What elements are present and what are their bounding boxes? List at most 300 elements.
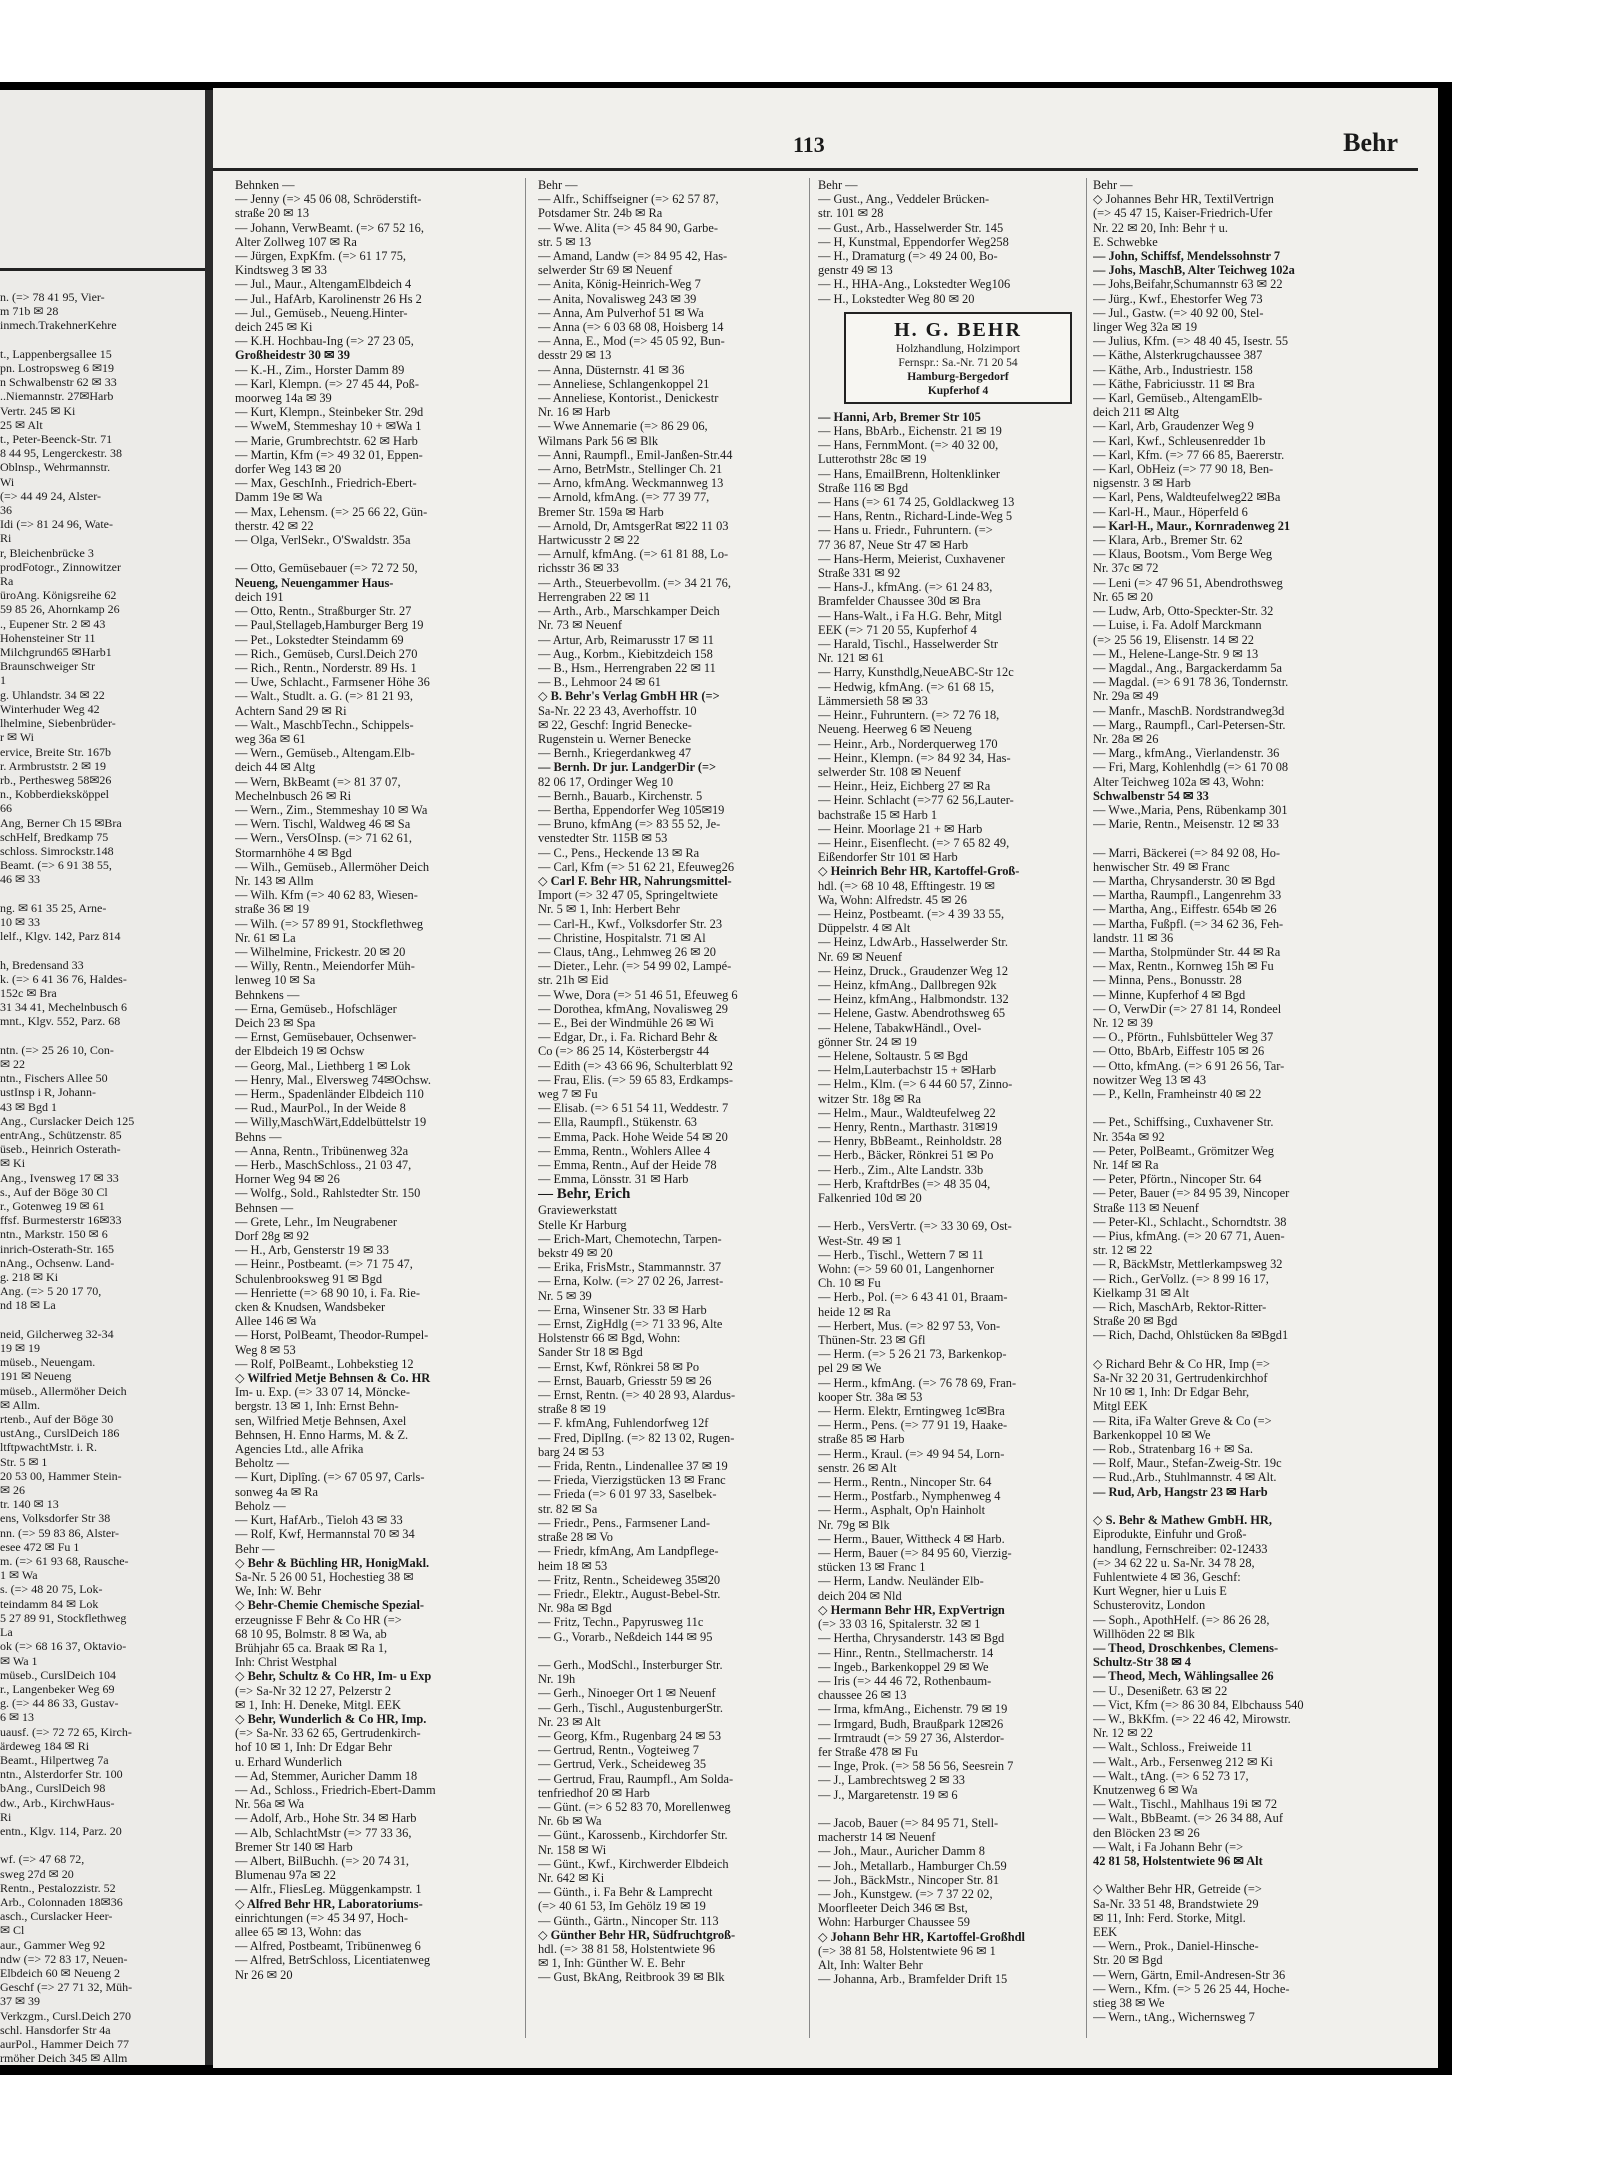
directory-entry-line: — Heinz, kfmAng., Halbmondstr. 132 <box>818 992 1009 1007</box>
directory-entry-line: — Wilh. (=> 57 89 91, Stockflethweg <box>235 916 424 931</box>
directory-entry-line: — Rud., MaurPol., In der Weide 8 <box>235 1101 406 1116</box>
directory-entry-line: Stelle Kr Harburg <box>538 1217 627 1232</box>
directory-entry-line: — Max, Rentn., Kornweg 15h ✉ Fu <box>1093 959 1274 974</box>
directory-entry-line: — Wern., Gemüseb., Altengam.Elb- <box>235 746 415 761</box>
left-page-line: ntn. (=> 25 26 10, Con- <box>0 1042 114 1057</box>
left-page-line: ✉ Cl <box>0 1923 25 1938</box>
left-page-line: inrich-Osterath-Str. 165 <box>0 1241 114 1256</box>
directory-entry-line: bekstr 49 ✉ 20 <box>538 1246 613 1261</box>
directory-entry-line: — C., Pens., Heckende 13 ✉ Ra <box>538 845 700 860</box>
directory-entry-line: str. 101 ✉ 28 <box>818 206 884 221</box>
directory-entry-line: — Luise, i. Fa. Adolf Marckmann <box>1093 618 1262 633</box>
directory-entry-line: West-Str. 49 ✉ 1 <box>818 1233 902 1248</box>
left-page-line: Verkzgm., Cursl.Deich 270 <box>0 2008 131 2023</box>
left-page-line: 6 ✉ 13 <box>0 1710 35 1725</box>
directory-entry-line: Nr. 354a ✉ 92 <box>1093 1129 1165 1144</box>
directory-entry-line: Nr. 6b ✉ Wa <box>538 1814 602 1829</box>
directory-entry-line: — Max, Lehensm. (=> 25 66 22, Gün- <box>235 504 428 519</box>
directory-entry-line: — Martha, Ang., Eiffestr. 654b ✉ 26 <box>1093 902 1277 917</box>
directory-entry-line: — Peter, Pförtn., Nincoper Str. 64 <box>1093 1172 1262 1187</box>
directory-entry-line: — Alfr., FliesLeg. Müggenkampstr. 1 <box>235 1882 422 1897</box>
directory-entry-line: — Otto, kfmAng. (=> 6 91 26 56, Tar- <box>1093 1058 1285 1073</box>
directory-entry-line: Nr. 16 ✉ Harb <box>538 405 611 420</box>
directory-entry-line: — Otto, BbArb, Eiffestr 105 ✉ 26 <box>1093 1044 1265 1059</box>
directory-entry-line: — Ernst, Rentn. (=> 40 28 93, Alardus- <box>538 1388 736 1403</box>
directory-entry-line: — J., Lambrechtsweg 2 ✉ 33 <box>818 1773 965 1788</box>
directory-entry-line: — H, Kunstmal, Eppendorfer Weg258 <box>818 234 1009 249</box>
directory-entry-line: — Anni, Raumpfl., Emil-Janßen-Str.44 <box>538 447 733 462</box>
directory-entry-line: stücken 13 ✉ Franc 1 <box>818 1560 926 1575</box>
directory-entry-line: — Johanna, Arb., Bramfelder Drift 15 <box>818 1972 1008 1987</box>
directory-entry-line: — Heinz, LdwArb., Hasselwerder Str. <box>818 935 1008 950</box>
directory-entry-line: — B., Lehmoor 24 ✉ 61 <box>538 675 661 690</box>
directory-entry-line: cken & Knudsen, Wandsbeker <box>235 1300 386 1315</box>
directory-entry-line: — Gertrud, Verk., Scheideweg 35 <box>538 1757 707 1772</box>
directory-entry-line: — Wilh., Gemüseb., Allermöher Deich <box>235 859 430 874</box>
directory-entry-line: — Herb., Zim., Alte Landstr. 33b <box>818 1162 984 1177</box>
directory-entry-line: deich 211 ✉ Altg <box>1093 405 1179 420</box>
left-page-line: ✉ Allm. <box>0 1397 41 1412</box>
directory-entry-line: Inh: Christ Westphal <box>235 1655 338 1670</box>
directory-entry-line: — Marie, Grumbrechtstr. 62 ✉ Harb <box>235 433 418 448</box>
directory-entry-line: — Jürgen, ExpKfm. (=> 61 17 75, <box>235 249 407 264</box>
directory-entry-line: — Herm., Asphalt, Op'n Hainholt <box>818 1503 986 1518</box>
directory-entry-line: — Henry, BbBeamt., Reinholdstr. 28 <box>818 1134 1002 1149</box>
directory-entry-line: Hartwicusstr 2 ✉ 22 <box>538 533 640 548</box>
directory-entry-line: Nr. 29a ✉ 49 <box>1093 689 1159 704</box>
directory-entry-line: Nr 10 ✉ 1, Inh: Dr Edgar Behr, <box>1093 1385 1250 1400</box>
directory-entry-line: Großheidestr 30 ✉ 39 <box>235 348 350 363</box>
directory-entry-line: — Gertrud, Rentn., Vogteiweg 7 <box>538 1743 699 1758</box>
directory-entry-line: Damm 19e ✉ Wa <box>235 490 323 505</box>
left-page-line: ✉ 22 <box>0 1056 26 1071</box>
directory-entry-line: — Jul., HafArb, Karolinenstr 26 Hs 2 <box>235 291 422 306</box>
directory-entry-line: — Frieda, Vierzigstücken 13 ✉ Franc <box>538 1473 726 1488</box>
directory-entry-line: — Arth., Steuerbevollm. (=> 34 21 76, <box>538 575 731 590</box>
left-page-line: ens, Volksdorfer Str 38 <box>0 1511 111 1526</box>
directory-entry-line: — Harry, Kunsthdlg,NeueABC-Str 12c <box>818 665 1014 680</box>
left-page-line: inmech.TrakehnerKehre <box>0 318 117 333</box>
directory-entry-line: — U., Desenißetr. 63 ✉ 22 <box>1093 1683 1228 1698</box>
left-page-line: n. (=> 78 41 95, Vier- <box>0 290 105 304</box>
directory-entry-line: — Gerh., ModSchl., Insterburger Str. <box>538 1657 723 1672</box>
directory-entry-line: Graviewerkstatt <box>538 1203 618 1218</box>
directory-entry-line: Nr. 61 ✉ La <box>235 930 296 945</box>
directory-entry-line: — Helm., Klm. (=> 6 44 60 57, Zinno- <box>818 1077 1013 1092</box>
directory-entry-line: — Anna, Düsternstr. 41 ✉ 36 <box>538 362 685 377</box>
directory-entry-line: — Käthe, Alsterkrugchaussee 387 <box>1093 348 1263 363</box>
directory-entry-line: — Georg, Kfm., Rugenbarg 24 ✉ 53 <box>538 1728 722 1743</box>
directory-entry-line: — Carl, Kfm (=> 51 62 21, Efeuweg26 <box>538 859 735 874</box>
directory-entry-line: — Herm. Elektr, Erntingweg 1c✉Bra <box>818 1404 1005 1419</box>
directory-entry-line: (=> 33 03 16, Spitalerstr. 32 ✉ 1 <box>818 1617 981 1632</box>
directory-entry-line: Bremer Str. 159a ✉ Harb <box>538 504 664 519</box>
directory-entry-line: Mitgl EEK <box>1093 1399 1148 1414</box>
directory-entry-line: — Johann, VerwBeamt. (=> 67 52 16, <box>235 220 424 235</box>
directory-entry-line: Mechelnbusch 26 ✉ Ri <box>235 788 352 803</box>
left-page-line: tr. 140 ✉ 13 <box>0 1497 59 1512</box>
directory-entry-line: — Wern., Prok., Daniel-Hinsche- <box>1093 1939 1259 1954</box>
left-page-line: 8 44 95, Lengerckestr. 38 <box>0 446 122 461</box>
directory-entry-line: — Walt., Tischl., Mahlhaus 19i ✉ 72 <box>1093 1797 1278 1812</box>
left-page-line: 191 ✉ Neueng <box>0 1369 72 1384</box>
directory-entry-line: Schulenbrooksweg 91 ✉ Bgd <box>235 1271 383 1286</box>
directory-entry-line: Behnken — <box>235 178 295 192</box>
directory-entry-line: Beholtz — <box>235 1456 290 1471</box>
directory-entry-line: — Henry, Rentn., Marthastr. 31✉19 <box>818 1119 998 1134</box>
directory-entry-line: — Alb, SchlachtMstr (=> 77 33 36, <box>235 1825 412 1840</box>
directory-entry-line: — Hans (=> 61 74 25, Goldlackweg 13 <box>818 495 1015 510</box>
directory-entry-line: — Magdal., Ang., Bargackerdamm 5a <box>1093 660 1283 675</box>
directory-entry-line: barg 24 ✉ 53 <box>538 1444 605 1459</box>
directory-entry-line: Behns — <box>235 1129 282 1144</box>
left-page-line: Ri <box>0 1809 12 1824</box>
directory-entry-line: ✉ 1, Inh: H. Deneke, Mitgl. EEK <box>235 1697 401 1712</box>
directory-entry-line: Nr. 5 ✉ 1, Inh: Herbert Behr <box>538 902 680 917</box>
directory-entry-line: — Wern., Kfm. (=> 5 26 25 44, Hoche- <box>1093 1981 1290 1996</box>
left-page-line: t., Lappenbergsallee 15 <box>0 346 112 361</box>
directory-entry-line: — Jenny (=> 45 06 08, Schröderstift- <box>235 192 422 207</box>
directory-entry-line: — Ingeb., Barkenkoppel 29 ✉ We <box>818 1659 989 1674</box>
directory-entry-line: bachstraße 15 ✉ Harb 1 <box>818 807 938 822</box>
directory-entry-line: — Günth., i. Fa Behr & Lamprecht <box>538 1885 713 1900</box>
left-page-line: Idi (=> 81 24 96, Wate- <box>0 517 113 532</box>
directory-entry-line: — Anneliese, Schlangenkoppel 21 <box>538 376 710 391</box>
directory-entry-line: Nr. 158 ✉ Wi <box>538 1842 607 1857</box>
left-page-line: bAng., CurslDeich 98 <box>0 1781 106 1796</box>
directory-entry-line: — Martha, Chrysanderstr. 30 ✉ Bgd <box>1093 873 1276 888</box>
left-page-line: Beamt., Hilpertweg 7a <box>0 1752 109 1767</box>
directory-entry-line <box>235 547 503 561</box>
directory-entry-line: — Walt., Arb., Fersenweg 212 ✉ Ki <box>1093 1754 1273 1769</box>
directory-entry-line: — Wern., tAng., Wichernsweg 7 <box>1093 2010 1255 2025</box>
directory-entry-line: — Paul,Stellageb,Hamburger Berg 19 <box>235 618 424 633</box>
directory-entry-line: Schwalbenstr 54 ✉ 33 <box>1093 788 1209 803</box>
directory-entry-line: — Bertha, Eppendorfer Weg 105✉19 <box>538 802 725 817</box>
left-page-line: ntn., Markstr. 150 ✉ 6 <box>0 1227 108 1242</box>
directory-entry-line: — F. kfmAng, Fuhlendorfweg 12f <box>538 1416 709 1431</box>
directory-entry-line: — Gertrud, Frau, Raumpfl., Am Solda- <box>538 1771 734 1786</box>
directory-entry-line <box>1093 1343 1423 1357</box>
directory-entry-line: Import (=> 32 47 05, Springeltwiete <box>538 888 718 903</box>
directory-entry-line: — Karl, Kfm. (=> 77 66 85, Baererstr. <box>1093 447 1285 462</box>
directory-entry-line: Straße 113 ✉ Neuenf <box>1093 1200 1199 1215</box>
left-page-line: r. Armbruststr. 2 ✉ 19 <box>0 758 107 773</box>
left-page-line: 36 <box>0 503 12 518</box>
directory-entry-line: — Martha, Stolpmünder Str. 44 ✉ Ra <box>1093 944 1281 959</box>
directory-entry-line: — Rud.,Arb., Stuhlmannstr. 4 ✉ Alt. <box>1093 1470 1277 1485</box>
directory-entry-line: — Helm,Lauterbachstr 15 + ✉Harb <box>818 1063 997 1078</box>
directory-entry-line: — Georg, Mal., Liethberg 1 ✉ Lok <box>235 1058 411 1073</box>
directory-entry-line: Nr. 19h <box>538 1672 576 1687</box>
left-page-line: h, Bredensand 33 <box>0 957 84 972</box>
directory-entry-line: — Aug., Korbm., Kiebitzdeich 158 <box>538 646 713 661</box>
directory-entry-line: lenweg 10 ✉ Sa <box>235 973 316 988</box>
directory-entry-line: Blumenau 97a ✉ 22 <box>235 1868 336 1883</box>
left-page-line: Hohensteiner Str 11 <box>0 630 96 645</box>
directory-entry-line: — Walt., Schloss., Freiweide 11 <box>1093 1740 1253 1755</box>
directory-entry-line: — Alfred, Postbeamt, Tribünenweg 6 <box>235 1939 421 1954</box>
directory-entry-line: — Dorothea, kfmAng, Novalisweg 29 <box>538 1001 728 1016</box>
directory-entry-line: — Alfr., Schiffseigner (=> 62 57 87, <box>538 192 719 207</box>
left-page-line: schHelf, Bredkamp 75 <box>0 829 109 844</box>
directory-entry-line: Sa-Nr 32 20 31, Gertrudenkirchhof <box>1093 1371 1268 1386</box>
directory-entry-line: witzer Str. 18g ✉ Ra <box>818 1091 921 1106</box>
directory-entry-line: Nr 26 ✉ 20 <box>235 1967 293 1982</box>
directory-entry-line: — Hans, EmailBrenn, Holtenklinker <box>818 466 1001 481</box>
running-head: Behr <box>1343 128 1398 157</box>
directory-entry-line: — H., HHA-Ang., Lokstedter Weg106 <box>818 277 1011 292</box>
left-page-line: teindamm 84 ✉ Lok <box>0 1596 99 1611</box>
directory-entry-line: — Käthe, Arb., Industriestr. 158 <box>1093 362 1253 377</box>
directory-entry-line: Ch. 10 ✉ Fu <box>818 1276 881 1291</box>
directory-entry-line: — Emma, Rentn., Auf der Heide 78 <box>538 1158 717 1173</box>
directory-entry-line: — Pius, kfmAng. (=> 20 67 71, Auen- <box>1093 1229 1285 1244</box>
directory-entry-line: 42 81 58, Holstentwiete 96 ✉ Alt <box>1093 1853 1263 1868</box>
left-page-line: 37 ✉ 39 <box>0 1994 41 2009</box>
directory-entry-line: — Iris (=> 44 46 72, Rothenbaum- <box>818 1673 992 1688</box>
left-page-line: rtenb., Auf der Böge 30 <box>0 1412 114 1427</box>
directory-entry-line: — Ad, Stemmer, Auricher Damm 18 <box>235 1768 418 1783</box>
directory-entry-line: deich 44 ✉ Altg <box>235 760 316 775</box>
directory-entry-line: Barkenkoppel 10 ✉ We <box>1093 1427 1211 1442</box>
directory-entry-line: Neueng, Neuengammer Haus- <box>235 575 394 590</box>
directory-entry-line: — Marg., Raumpfl., Carl-Petersen-Str. <box>1093 717 1286 732</box>
left-page-line: Ri <box>0 531 12 546</box>
directory-entry-line: hof 10 ✉ 1, Inh: Dr Edgar Behr <box>235 1740 392 1755</box>
directory-entry-line: — Dieter., Lehr. (=> 54 99 02, Lampé- <box>538 959 732 974</box>
ad-phone: Fernspr.: Sa.-Nr. 71 20 54 <box>898 356 1018 369</box>
directory-entry-line: — Walt, i Fa Johann Behr (=> <box>1093 1839 1244 1854</box>
directory-entry-line: — Herm, Bauer (=> 84 95 60, Vierzig- <box>818 1546 1012 1561</box>
directory-entry-line: — Ad., Schloss., Friedrich-Ebert-Damm <box>235 1782 436 1797</box>
directory-entry-line: — Martin, Kfm (=> 49 32 01, Eppen- <box>235 447 423 462</box>
directory-entry-line: — Hans-J., kfmAng. (=> 61 24 83, <box>818 580 993 595</box>
directory-entry-line: selwerder Str 69 ✉ Neuenf <box>538 263 673 278</box>
directory-entry-line: — Helene, Soltaustr. 5 ✉ Bgd <box>818 1048 968 1063</box>
directory-entry-line <box>818 1205 1086 1219</box>
directory-entry-line: kooper Str. 38a ✉ 53 <box>818 1389 923 1404</box>
left-page-line: Beamt. (=> 6 91 38 55, <box>0 858 112 873</box>
column-4 <box>1093 178 1423 2024</box>
directory-entry-line: Nr. 121 ✉ 61 <box>818 651 885 666</box>
directory-entry-line: — Hinr., Rentn., Stellmacherstr. 14 <box>818 1645 994 1660</box>
directory-entry-line: Nr. 143 ✉ Allm <box>235 873 314 888</box>
directory-entry-line: — Emma, Rentn., Wohlers Allee 4 <box>538 1143 711 1158</box>
directory-entry-line: Co (=> 86 25 14, Kösterbergstr 44 <box>538 1044 710 1059</box>
left-page-line: 59 85 26, Ahornkamp 26 <box>0 602 120 617</box>
left-page-line: ervice, Breite Str. 167b <box>0 744 111 759</box>
directory-entry-line: — Gerh., Tischl., AugustenburgerStr. <box>538 1700 723 1715</box>
left-page-line: (=> 44 49 24, Alster- <box>0 488 101 503</box>
directory-entry-line: — Arnold, Dr, AmtsgerRat ✉22 11 03 <box>538 518 729 533</box>
directory-entry-line: (=> 40 61 53, Im Gehölz 19 ✉ 19 <box>538 1899 706 1914</box>
directory-page <box>213 88 1438 2068</box>
directory-entry-line: — Gust, BkAng, Reitbrook 39 ✉ Blk <box>538 1970 725 1985</box>
directory-entry-line: — Adolf, Arb., Hohe Str. 34 ✉ Harb <box>235 1811 417 1826</box>
directory-entry-line: Dorf 28g ✉ 92 <box>235 1229 310 1244</box>
directory-entry-line: — H., Dramaturg (=> 49 24 00, Bo- <box>818 249 998 264</box>
directory-entry-line: — Herm., Rentn., Nincoper Str. 64 <box>818 1475 992 1490</box>
directory-entry-line: ◇ Hermann Behr HR, ExpVertrign <box>818 1602 1005 1617</box>
directory-entry-line: — Ella, Raumpfl., Stükenstr. 63 <box>538 1115 698 1130</box>
directory-entry-line: — Peter, Bauer (=> 84 95 39, Nincoper <box>1093 1186 1290 1201</box>
directory-entry-line: — Albert, BilBuchh. (=> 20 74 31, <box>235 1853 410 1868</box>
left-page-line: aurPol., Hammer Deich 77 <box>0 2036 129 2051</box>
left-page-line: 20 53 00, Hammer Stein- <box>0 1468 122 1483</box>
directory-entry-line: Behr — <box>1093 178 1133 192</box>
directory-entry-line: — O, VerwDir (=> 27 81 14, Rondeel <box>1093 1001 1282 1016</box>
directory-entry-line: — Henry, Mal., Elversweg 74✉Ochsw. <box>235 1072 431 1087</box>
directory-entry-line: — Herb., Pol. (=> 6 43 41 01, Braam- <box>818 1290 1008 1305</box>
directory-entry-line: — Jul., Gemüseb., Neueng.Hinter- <box>235 305 408 320</box>
directory-entry-line: — Irmgard, Budh, Braußpark 12✉26 <box>818 1716 1004 1731</box>
directory-entry-line: — Helm., Maur., Waldteufelweg 22 <box>818 1105 996 1120</box>
directory-entry-line: ◇ Behr & Büchling HR, HonigMakl. <box>235 1555 430 1570</box>
directory-entry-line: — Johs,Beifahr,Schumannstr 63 ✉ 22 <box>1093 277 1283 292</box>
directory-entry-line: — Arth., Arb., Marschkamper Deich <box>538 604 720 619</box>
directory-entry-line: Straße 20 ✉ Bgd <box>1093 1314 1178 1329</box>
directory-entry-line: — Erich-Mart, Chemotechn, Tarpen- <box>538 1231 722 1246</box>
directory-entry-line: — Otto, Rentn., Straßburger Str. 27 <box>235 604 412 619</box>
directory-entry-line: — Herb, KraftdrBes (=> 48 35 04, <box>818 1176 991 1191</box>
left-page-line: Winterhuder Weg 42 <box>0 701 100 716</box>
left-page-line: dw., Arb., KirchwHaus- <box>0 1795 115 1810</box>
directory-entry-line: — Minne, Kupferhof 4 ✉ Bgd <box>1093 987 1246 1002</box>
left-page-line: ntn., Alsterdorfer Str. 100 <box>0 1767 123 1782</box>
directory-entry-line: Sa-Nr. 22 23 43, Averhoffstr. 10 <box>538 703 697 718</box>
directory-entry-line: — Karl, Kwf., Schleusenredder 1b <box>1093 433 1266 448</box>
directory-entry-line: — Rolf, PolBeamt., Lohbekstieg 12 <box>235 1356 414 1371</box>
directory-entry-line: Behr — <box>235 1541 275 1556</box>
directory-entry-line: Im- u. Exp. (=> 33 07 14, Möncke- <box>235 1385 411 1400</box>
directory-entry-line: — Friedr., Elektr., August-Bebel-Str. <box>538 1586 721 1601</box>
directory-entry-line: chaussee 26 ✉ 13 <box>818 1688 907 1703</box>
left-page-line <box>0 1313 205 1327</box>
left-page-line: Milchgrund65 ✉Harb1 <box>0 645 112 660</box>
directory-entry-line: Nr. 23 ✉ Alt <box>538 1714 601 1729</box>
directory-entry-line: hdl. (=> 68 10 48, Efftingestr. 19 ✉ <box>818 878 995 893</box>
directory-entry-line: — Bernh., Kriegerdankweg 47 <box>538 746 692 761</box>
directory-entry-line: — Herm., kfmAng. (=> 76 78 69, Fran- <box>818 1375 1017 1390</box>
directory-entry-line: — K.H. Hochbau-Ing (=> 27 23 05, <box>235 334 414 349</box>
directory-entry-line: dorfer Weg 143 ✉ 20 <box>235 462 342 477</box>
directory-entry-line: — Johs, MaschB, Alter Teichweg 102a <box>1093 263 1295 278</box>
left-page-line: nn. (=> 59 83 86, Alster- <box>0 1525 119 1540</box>
left-page-line: 31 34 41, Mechelnbusch 6 <box>0 1000 127 1015</box>
left-page-line: 25 ✉ Alt <box>0 417 43 432</box>
directory-entry-line: — Rich., GerVollz. (=> 8 99 16 17, <box>1093 1271 1269 1286</box>
directory-entry-line: Düppelstr. 4 ✉ Alt <box>818 921 911 936</box>
directory-entry-line: — Heinr., Heiz, Eichberg 27 ✉ Ra <box>818 779 991 794</box>
directory-entry-line: — Marg., kfmAng., Vierlandenstr. 36 <box>1093 746 1280 761</box>
directory-entry-line: — Horst, PolBeamt, Theodor-Rumpel- <box>235 1328 429 1343</box>
directory-entry-line: ◇ Behr, Wunderlich & Co HR, Imp. <box>235 1711 427 1726</box>
directory-entry-line: — Willy,MaschWärt,Eddelbüttelstr 19 <box>235 1115 427 1130</box>
left-page-line: r., Langenbeker Weg 69 <box>0 1681 115 1696</box>
directory-entry-line: — Heinr., Eisenflecht. (=> 7 65 82 49, <box>818 835 1010 850</box>
directory-entry-line: macherstr 14 ✉ Neuenf <box>818 1830 936 1845</box>
directory-entry-line: — Rich, MaschArb, Rektor-Ritter- <box>1093 1300 1267 1315</box>
left-page-line: 66 <box>0 801 12 816</box>
directory-entry-line: — Hans, Rentn., Richard-Linde-Weg 5 <box>818 509 1013 524</box>
directory-entry-line: Wilmans Park 56 ✉ Blk <box>538 433 659 448</box>
directory-entry-line: — Uwe, Schlacht., Farmsener Höhe 36 <box>235 675 430 690</box>
directory-entry-line: — Heinz, kfmAng., Dallbregen 92k <box>818 977 997 992</box>
directory-entry-line: — Marie, Rentn., Meisenstr. 12 ✉ 33 <box>1093 817 1279 832</box>
directory-entry-line: — Rita, iFa Walter Greve & Co (=> <box>1093 1413 1272 1428</box>
directory-entry-line: — Anna, Rentn., Tribünenweg 32a <box>235 1143 409 1158</box>
directory-entry-line: Allee 146 ✉ Wa <box>235 1314 317 1329</box>
directory-entry-line: — Wern, BkBeamt (=> 81 37 07, <box>235 774 401 789</box>
directory-entry-line: — M., Helene-Lange-Str. 9 ✉ 13 <box>1093 646 1259 661</box>
left-page-line: uausf. (=> 72 72 65, Kirch- <box>0 1724 132 1739</box>
left-page-line: La <box>0 1625 13 1640</box>
directory-entry-line: — Bernh., Bauarb., Kirchenstr. 5 <box>538 788 703 803</box>
directory-entry-line: — Frieda (=> 6 01 97 33, Saselbek- <box>538 1487 717 1502</box>
directory-entry-line: — Herb., Bäcker, Rönkrei 51 ✉ Po <box>818 1148 994 1163</box>
directory-entry-line: ✉ 11, Inh: Ferd. Storke, Mitgl. <box>1093 1910 1246 1925</box>
directory-entry-line: — Marri, Bäckerei (=> 84 92 08, Ho- <box>1093 845 1281 860</box>
directory-entry-line: bergstr. 13 ✉ 1, Inh: Ernst Behn- <box>235 1399 399 1414</box>
directory-entry-line: Nr. 69 ✉ Neuenf <box>818 949 903 964</box>
directory-entry-line: straße 36 ✉ 19 <box>235 902 310 917</box>
left-page-line: n., Kobberdieksköppel <box>0 787 109 802</box>
directory-entry-line: Alter Zollweg 107 ✉ Ra <box>235 234 357 249</box>
directory-entry-line: — Wilh. Kfm (=> 40 62 83, Wiesen- <box>235 888 418 903</box>
directory-entry-line: — Rolf, Kwf, Hermannstal 70 ✉ 34 <box>235 1527 415 1542</box>
directory-entry-line: — Herm., Pens. (=> 77 91 19, Haake- <box>818 1418 1008 1433</box>
directory-entry-line: — Theod, Droschkenbes, Clemens- <box>1093 1640 1279 1655</box>
left-page-line: Elbdeich 60 ✉ Neueng 2 <box>0 1965 121 1980</box>
directory-entry-line: E. Schwebke <box>1093 234 1158 249</box>
directory-entry-line: — Käthe, Fabriciusstr. 11 ✉ Bra <box>1093 376 1255 391</box>
directory-entry-line: (=> 25 56 19, Elisenstr. 14 ✉ 22 <box>1093 632 1254 647</box>
directory-entry-line: — Edith (=> 43 66 96, Schulterblatt 92 <box>538 1058 733 1073</box>
directory-entry-line: Knutzenweg 6 ✉ Wa <box>1093 1782 1198 1797</box>
directory-entry-line: Eißendorfer Str 101 ✉ Harb <box>818 850 958 865</box>
directory-entry-line: — WweM, Stemmeshay 10 + ✉Wa 1 <box>235 419 422 434</box>
directory-entry-line: — Wern., VersOInsp. (=> 71 62 61, <box>235 831 413 846</box>
directory-entry-line: — H., Lokstedter Weg 80 ✉ 20 <box>818 291 975 306</box>
directory-entry-line: — Heinz, Druck., Graudenzer Weg 12 <box>818 963 1009 978</box>
directory-entry-line: — Helene, Gastw. Abendrothsweg 65 <box>818 1006 1006 1021</box>
directory-entry-line: Horner Weg 94 ✉ 26 <box>235 1172 340 1187</box>
directory-entry-line: — Herbert, Mus. (=> 82 97 53, Von- <box>818 1318 1001 1333</box>
directory-entry-line: — R, BäckMstr, Mettlerkampsweg 32 <box>1093 1257 1283 1272</box>
directory-entry-line: ◇ Behr-Chemie Chemische Spezial- <box>235 1598 425 1613</box>
ad-title: H. G. BEHR <box>894 318 1022 341</box>
directory-entry-line: — Hans u. Friedr., Fuhruntern. (=> <box>818 523 993 538</box>
directory-entry-line: Kindtsweg 3 ✉ 33 <box>235 263 327 278</box>
directory-entry-line: — K.-H., Zim., Horster Damm 89 <box>235 362 405 377</box>
left-page-line: schl. Hansdorfer Str 4a <box>0 2022 111 2037</box>
directory-entry-line: — Günt. (=> 6 52 83 70, Morellenweg <box>538 1799 731 1814</box>
directory-entry-line: — Willy, Rentn., Meiendorfer Müh- <box>235 959 415 974</box>
directory-entry-line: Nr. 28a ✉ 26 <box>1093 731 1159 746</box>
directory-entry-line: — Gust., Ang., Veddeler Brücken- <box>818 192 990 207</box>
directory-entry-line: str. 82 ✉ Sa <box>538 1501 598 1516</box>
left-page-line: ntn., Fischers Allee 50 <box>0 1071 108 1086</box>
directory-entry-line: — Anna (=> 6 03 68 08, Hoisberg 14 <box>538 320 724 335</box>
directory-entry-line: — Soph., ApothHelf. (=> 86 26 28, <box>1093 1612 1270 1627</box>
directory-entry-line: (=> Sa-Nr 32 12 27, Pelzerstr 2 <box>235 1683 392 1698</box>
directory-entry-line: ◇ Behr, Schultz & Co HR, Im- u Exp <box>235 1669 432 1684</box>
directory-entry-line: Falkenried 10d ✉ 20 <box>818 1191 922 1205</box>
column-2 <box>538 178 806 1985</box>
directory-entry-line: einrichtungen (=> 45 34 97, Hoch- <box>235 1910 408 1925</box>
directory-entry-line: Moorfleeter Deich 346 ✉ Bst, <box>818 1901 968 1916</box>
